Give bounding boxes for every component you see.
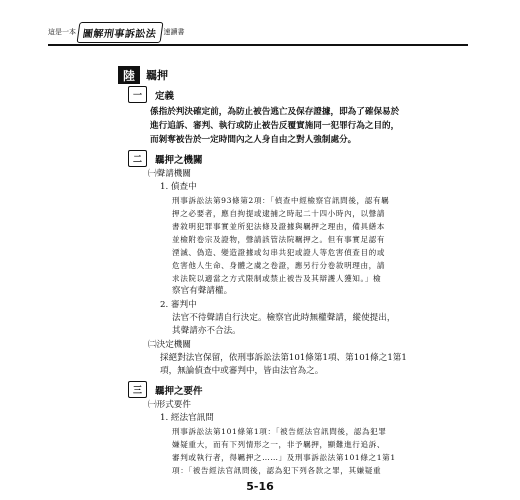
section-badge: 陸	[118, 66, 140, 84]
definition-line-3: 而剝奪被告於一定時間內之人身自由之對人強制處分。	[150, 135, 357, 145]
decision-line-2: 項，無論偵查中或審判中，皆由法官為之。	[160, 366, 324, 376]
subsection-2-title: 羈押之機關	[155, 154, 203, 166]
subsection-3-number: 三	[128, 381, 147, 398]
section-heading	[118, 66, 168, 84]
section-title: 羈押	[146, 69, 168, 82]
subsection-1-title: 定義	[155, 90, 175, 102]
decision-line-1: 採絕對法官保留，依刑事訴訟法第101條第1項、第101條之1第1	[160, 353, 407, 363]
header-book-title: 圖解刑事訴訟法	[77, 22, 163, 43]
definition-line-2: 進行追訴、審判、執行或防止被告反覆實施同一犯罪行為之目的，	[150, 121, 400, 131]
law-101-line-2: 嫌疑重大，而有下列情形之一，非予羈押，顯難進行追訴、	[172, 440, 386, 449]
subsection-2-number: 二	[128, 150, 147, 167]
item-investigation-stage: 1. 偵查中	[160, 182, 197, 192]
definition-line-1: 係指於判決確定前，為防止被告逃亡及保存證據，即為了確保易於	[150, 107, 400, 117]
subsection-2-heading	[128, 150, 203, 167]
item-formal-requirements: ㈠形式要件	[148, 400, 191, 410]
item-decision-organ: ㈡決定機關	[148, 340, 191, 350]
trial-line-1: 法官不待聲請自行決定。檢察官此時無權聲請，縱使提出，	[172, 313, 396, 323]
law-93-line-6: 危害他人生命、身體之虞之卷證，應另行分卷敘明理由，請	[172, 261, 386, 270]
item-judge-interrogation: 1. 經法官訊問	[160, 413, 214, 423]
header-rule	[48, 44, 468, 46]
trial-line-2: 其聲請亦不合法。	[172, 326, 241, 336]
subsection-1-heading	[128, 86, 174, 103]
law-101-line-3: 審判或執行者，得羈押之……」及刑事訴訟法第101條之1第1	[172, 453, 396, 462]
law-93-line-1: 刑事訴訟法第93條第2項：「偵查中經檢察官訊問後，認有羈	[172, 196, 390, 205]
subsection-3-title: 羈押之要件	[155, 385, 203, 397]
law-101-line-4: 項：「被告經法官訊問後，認為犯下列各款之罪，其嫌疑重	[172, 466, 382, 475]
header-suffix: 速讀書	[163, 28, 185, 36]
law-93-line-4: 並檢附卷宗及證物，聲請該管法院羈押之。但有事實足認有	[172, 235, 386, 244]
subsection-3-heading	[128, 381, 203, 398]
law-101-line-1: 刑事訴訟法第101條第1項：「被告經法官訊問後，認為犯罪	[172, 427, 387, 436]
item-trial-stage: 2. 審判中	[160, 300, 197, 310]
page-number: 5-16	[246, 480, 274, 493]
law-93-line-3: 書敘明犯罪事實並所犯法條及證據與羈押之理由，備具繕本	[172, 222, 386, 231]
law-93-line-8: 察官有聲請權。	[172, 286, 233, 296]
law-93-line-7: 求法院以適當之方式限制或禁止被告及其辯護人獲知。」檢	[172, 274, 382, 283]
law-93-line-5: 湮滅、偽造、變造證據或勾串共犯或證人等危害偵查目的或	[172, 248, 386, 257]
header-prefix: 這是一本	[48, 28, 76, 36]
running-header	[48, 22, 185, 42]
subsection-1-number: 一	[128, 86, 147, 103]
law-93-line-2: 押之必要者，應自拘提或逮捕之時起二十四小時內，以聲請	[172, 209, 386, 218]
item-petition-organ: ㈠聲請機關	[148, 169, 191, 179]
